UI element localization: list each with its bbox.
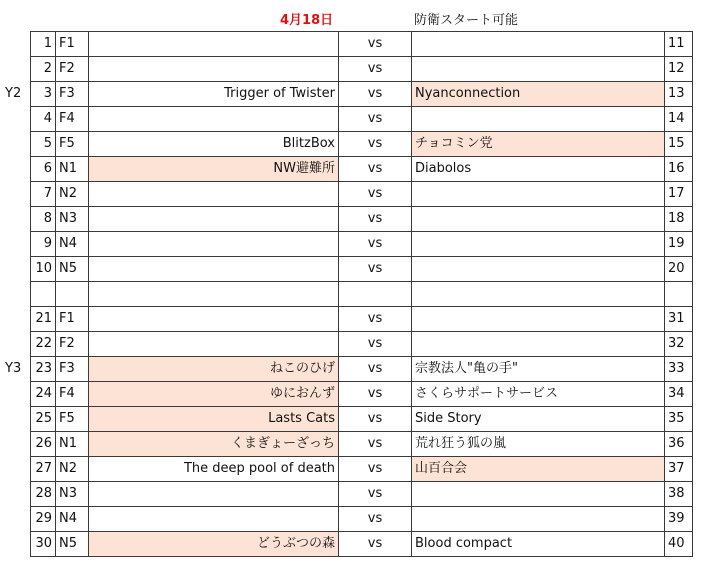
vs-cell[interactable]: vs — [339, 107, 412, 132]
group-label-y3: Y3 — [5, 361, 22, 376]
row-number-cell[interactable]: 7 — [31, 182, 56, 207]
away-team-cell[interactable]: 山百合会 — [412, 457, 665, 482]
division-cell[interactable]: N5 — [56, 257, 89, 282]
row-number-cell[interactable]: 26 — [31, 432, 56, 457]
row-number-cell[interactable]: 27 — [31, 457, 56, 482]
opponent-number-cell[interactable]: 16 — [665, 157, 693, 182]
division-cell[interactable]: F1 — [56, 307, 89, 332]
vs-cell[interactable]: vs — [339, 332, 412, 357]
table-row — [31, 407, 693, 432]
vs-cell[interactable]: vs — [339, 432, 412, 457]
table-row — [31, 532, 693, 557]
table-row — [31, 82, 693, 107]
table-row — [31, 32, 693, 57]
division-cell[interactable]: F3 — [56, 357, 89, 382]
away-team-cell[interactable]: 荒れ狂う狐の嵐 — [412, 432, 665, 457]
away-team-cell[interactable]: Blood compact — [412, 532, 665, 557]
home-team-cell[interactable] — [89, 232, 339, 257]
home-team-cell[interactable]: Lasts Cats — [89, 407, 339, 432]
home-team-cell[interactable]: BlitzBox — [89, 132, 339, 157]
away-team-cell[interactable]: チョコミン党 — [412, 132, 665, 157]
table-row — [31, 332, 693, 357]
match-table — [30, 31, 693, 557]
table-row — [31, 307, 693, 332]
row-number-cell[interactable]: 6 — [31, 157, 56, 182]
home-team-cell[interactable] — [89, 482, 339, 507]
away-team-cell[interactable] — [412, 482, 665, 507]
table-row — [31, 182, 693, 207]
division-cell[interactable]: F2 — [56, 332, 89, 357]
vs-cell[interactable]: vs — [339, 82, 412, 107]
away-team-cell[interactable]: Nyanconnection — [412, 82, 665, 107]
home-team-cell[interactable]: どうぶつの森 — [89, 532, 339, 557]
away-team-cell[interactable] — [412, 107, 665, 132]
vs-cell[interactable]: vs — [339, 457, 412, 482]
home-team-cell[interactable]: ゆにおんず — [89, 382, 339, 407]
away-team-cell[interactable] — [412, 232, 665, 257]
division-cell[interactable]: F3 — [56, 82, 89, 107]
away-team-cell[interactable] — [412, 257, 665, 282]
home-team-cell[interactable]: NW避難所 — [89, 157, 339, 182]
vs-cell[interactable]: vs — [339, 57, 412, 82]
row-number-cell[interactable]: 29 — [31, 507, 56, 532]
group-label-y2: Y2 — [5, 86, 22, 101]
home-team-cell[interactable] — [89, 182, 339, 207]
opponent-number-cell[interactable]: 38 — [665, 482, 693, 507]
division-cell[interactable]: N5 — [56, 532, 89, 557]
division-cell[interactable]: N4 — [56, 507, 89, 532]
vs-cell[interactable]: vs — [339, 532, 412, 557]
opponent-number-cell[interactable]: 39 — [665, 507, 693, 532]
division-cell[interactable]: F4 — [56, 382, 89, 407]
table-row — [31, 107, 693, 132]
home-team-cell[interactable] — [89, 32, 339, 57]
away-team-cell[interactable]: 宗教法人"亀の手" — [412, 357, 665, 382]
row-number-cell[interactable]: 10 — [31, 257, 56, 282]
division-cell[interactable]: N2 — [56, 182, 89, 207]
away-team-cell[interactable] — [412, 32, 665, 57]
vs-cell[interactable]: vs — [339, 257, 412, 282]
away-team-cell[interactable]: Diabolos — [412, 157, 665, 182]
row-number-cell[interactable]: 23 — [31, 357, 56, 382]
row-number-cell[interactable]: 22 — [31, 332, 56, 357]
home-team-cell[interactable] — [89, 57, 339, 82]
table-row — [31, 457, 693, 482]
opponent-number-cell[interactable]: 35 — [665, 407, 693, 432]
division-cell[interactable]: N4 — [56, 232, 89, 257]
home-team-cell[interactable] — [89, 332, 339, 357]
table-row — [31, 507, 693, 532]
home-team-cell[interactable] — [89, 282, 339, 307]
row-number-cell[interactable]: 30 — [31, 532, 56, 557]
division-cell[interactable]: N1 — [56, 432, 89, 457]
table-row — [31, 257, 693, 282]
row-number-cell[interactable]: 2 — [31, 57, 56, 82]
division-cell[interactable]: F5 — [56, 407, 89, 432]
home-team-cell[interactable] — [89, 207, 339, 232]
row-number-cell[interactable]: 1 — [31, 32, 56, 57]
table-row — [31, 382, 693, 407]
vs-cell[interactable] — [339, 282, 412, 307]
table-row — [31, 132, 693, 157]
home-team-cell[interactable]: Trigger of Twister — [89, 82, 339, 107]
vs-cell[interactable]: vs — [339, 382, 412, 407]
away-team-cell[interactable] — [412, 182, 665, 207]
division-cell[interactable]: N1 — [56, 157, 89, 182]
row-number-cell[interactable]: 24 — [31, 382, 56, 407]
table-row — [31, 57, 693, 82]
home-team-cell[interactable]: ねこのひげ — [89, 357, 339, 382]
row-number-cell[interactable]: 3 — [31, 82, 56, 107]
row-number-cell[interactable]: 9 — [31, 232, 56, 257]
row-number-cell[interactable]: 21 — [31, 307, 56, 332]
away-team-cell[interactable]: さくらサポートサービス — [412, 382, 665, 407]
table-row — [31, 282, 693, 307]
division-cell[interactable]: N2 — [56, 457, 89, 482]
vs-cell[interactable]: vs — [339, 507, 412, 532]
division-cell[interactable]: F5 — [56, 132, 89, 157]
opponent-number-cell[interactable]: 33 — [665, 357, 693, 382]
vs-cell[interactable]: vs — [339, 132, 412, 157]
vs-cell[interactable]: vs — [339, 207, 412, 232]
home-team-cell[interactable] — [89, 257, 339, 282]
opponent-number-cell[interactable]: 34 — [665, 382, 693, 407]
opponent-number-cell[interactable]: 18 — [665, 207, 693, 232]
opponent-number-cell[interactable]: 37 — [665, 457, 693, 482]
home-team-cell[interactable] — [89, 107, 339, 132]
away-team-cell[interactable] — [412, 507, 665, 532]
table-row — [31, 232, 693, 257]
vs-cell[interactable]: vs — [339, 407, 412, 432]
division-cell[interactable]: N3 — [56, 482, 89, 507]
away-team-cell[interactable] — [412, 332, 665, 357]
away-team-cell[interactable] — [412, 207, 665, 232]
row-number-cell[interactable]: 8 — [31, 207, 56, 232]
division-cell[interactable]: F4 — [56, 107, 89, 132]
home-team-cell[interactable]: The deep pool of death — [89, 457, 339, 482]
table-row — [31, 207, 693, 232]
vs-cell[interactable]: vs — [339, 482, 412, 507]
opponent-number-cell[interactable]: 11 — [665, 32, 693, 57]
opponent-number-cell[interactable]: 32 — [665, 332, 693, 357]
vs-cell[interactable]: vs — [339, 182, 412, 207]
vs-cell[interactable]: vs — [339, 357, 412, 382]
opponent-number-cell[interactable]: 20 — [665, 257, 693, 282]
away-team-cell[interactable]: Side Story — [412, 407, 665, 432]
division-cell[interactable] — [56, 282, 89, 307]
opponent-number-cell[interactable]: 19 — [665, 232, 693, 257]
table-row — [31, 432, 693, 457]
home-team-cell[interactable] — [89, 507, 339, 532]
row-number-cell[interactable]: 4 — [31, 107, 56, 132]
opponent-number-cell[interactable]: 40 — [665, 532, 693, 557]
row-number-cell[interactable] — [31, 282, 56, 307]
opponent-number-cell[interactable]: 31 — [665, 307, 693, 332]
row-number-cell[interactable]: 25 — [31, 407, 56, 432]
defense-note: 防衛スタート可能 — [414, 13, 519, 28]
home-team-cell[interactable] — [89, 307, 339, 332]
division-cell[interactable]: N3 — [56, 207, 89, 232]
date-label: 4月18日 — [280, 13, 334, 28]
away-team-cell[interactable] — [412, 282, 665, 307]
row-number-cell[interactable]: 28 — [31, 482, 56, 507]
opponent-number-cell[interactable]: 15 — [665, 132, 693, 157]
opponent-number-cell[interactable]: 14 — [665, 107, 693, 132]
vs-cell[interactable]: vs — [339, 232, 412, 257]
home-team-cell[interactable]: くまぎょーざっち — [89, 432, 339, 457]
table-row — [31, 482, 693, 507]
opponent-number-cell[interactable]: 17 — [665, 182, 693, 207]
vs-cell[interactable]: vs — [339, 307, 412, 332]
opponent-number-cell[interactable]: 12 — [665, 57, 693, 82]
sheet-header — [0, 0, 702, 30]
row-number-cell[interactable]: 5 — [31, 132, 56, 157]
table-row — [31, 357, 693, 382]
away-team-cell[interactable] — [412, 57, 665, 82]
away-team-cell[interactable] — [412, 307, 665, 332]
table-row — [31, 157, 693, 182]
opponent-number-cell[interactable]: 13 — [665, 82, 693, 107]
division-cell[interactable]: F2 — [56, 57, 89, 82]
division-cell[interactable]: F1 — [56, 32, 89, 57]
opponent-number-cell[interactable] — [665, 282, 693, 307]
vs-cell[interactable]: vs — [339, 157, 412, 182]
opponent-number-cell[interactable]: 36 — [665, 432, 693, 457]
vs-cell[interactable]: vs — [339, 32, 412, 57]
